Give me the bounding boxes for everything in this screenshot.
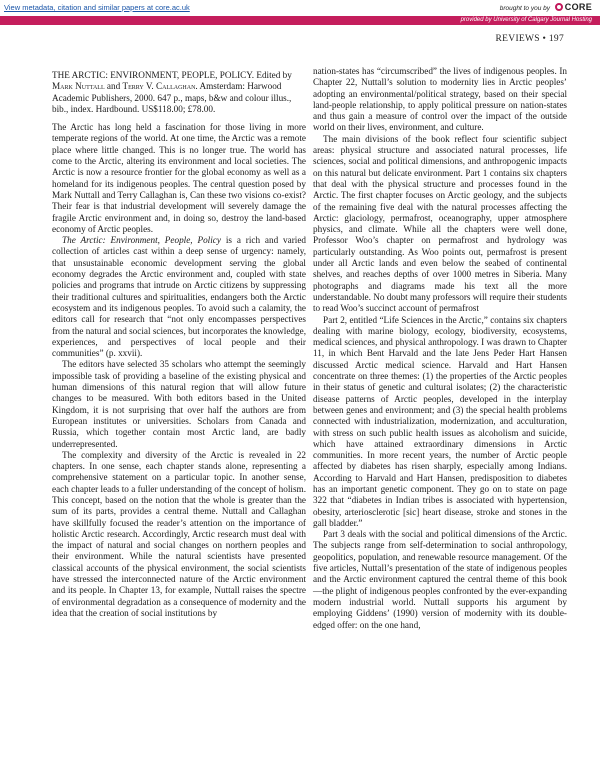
edited-by: Edited by: [256, 70, 292, 80]
book-title: THE ARCTIC: ENVIRONMENT, PEOPLE, POLICY.: [52, 70, 255, 80]
right-column: [313, 66, 567, 631]
left-paragraph-3: The editors have selected 35 scholars who attempt the seemingly impossible task of providing a baseline of the existing physical and human dimensions of this natural region that will allow future changes to be measured. With both editors based in the United Kingdom, it is not surprising that over half the authors are from European institutes or universities. Scholars from Canada and Russia, which together contain most Arctic land, are badly underrepresented.: [52, 359, 306, 449]
editor-and: and: [104, 81, 123, 92]
left-paragraph-2-text: is a rich and varied collection of articles cast within a deep sense of urgency: namely, that unsustainable economic development serving the global economy degrades the Arctic environment and, coupled with state policies and programs that intrude on Arctic citizens by suppressing their traditional cultures and spiritualities, endangers both the Arctic ecosystem and its indigenous peoples. To avoid such a calamity, the editors call for research that “not only encompasses perspectives from the natural and social sciences, but incorporates the knowledge, experiences, and perspectives of local people and their communities” (p. xxvii).: [52, 235, 307, 359]
editor-callaghan: Terry V. Callaghan: [122, 81, 196, 92]
core-logo-text: CORE: [564, 2, 592, 12]
provided-by-bar: [0, 16, 600, 25]
right-paragraph-2: The main divisions of the book reflect four scientific subject areas: physical structure and associated natural processes, life sciences, social and political dimensions, and anthropogenic impacts on this natural but delicate environment. Part 1 contains six chapters that deal with the physical structure and processes found in the Arctic. The first chapter focuses on Arctic geology, and the subjects of the remaining five deal with the natural processes affecting the Arctic: glaciology, permafrost, oceanography, upper atmosphere physics, and climate. While all the chapters were well done, Professor Woo’s chapter on permafrost and hydrology was particularly outstanding. As Woo points out, permafrost is present under all Arctic lands and even below the seabed of continental shelves, and reaches depths of over 1000 metres in Siberia. Many photographs and diagrams made his text all the more understandable. No doubt many professors will require their students to read Woo’s succinct account of permafrost: [313, 133, 567, 314]
brought-to-you-label: brought to you by: [499, 5, 550, 12]
top-banner: [0, 0, 600, 26]
left-paragraph-4: The complexity and diversity of the Arctic is revealed in 22 chapters. In one sense, each chapter stands alone, representing a comprehensive statement on a particular topic. In another sense, each chapter leads to a fuller understanding of the concept of holism. This concept, based on the notion that the whole is greater than the sum of its parts, provides a central theme. Nuttall and Callaghan have skillfully focused the reader’s attention on the importance of holistic Arctic research. Accordingly, Arctic research must deal with the impact of natural and social changes on northern peoples and their environment. While the natural scientists have presented classical accounts of the physical environment, the social scientists have stressed the interconnected nature of the Arctic environment and its people. In Chapter 13, for example, Nuttall raises the spectre of environmental degradation as a consequence of modernity and the idea that the creation of social institutions by: [52, 449, 306, 618]
right-paragraph-4: Part 3 deals with the social and political dimensions of the Arctic. The subjects range from self-determination to social anthropology, geopolitics, population, and renewable resource management. Of the five articles, Nuttall’s presentation of the state of indigenous peoples and the Arctic environment captured the central theme of this book—the plight of indigenous peoples confronted by the ever-expanding modern industrial world. Nuttall supports his argument by employing Giddens’ (1990) version of modernity with its double-edged offer: on the one hand,: [313, 529, 567, 630]
book-title-italic: The Arctic: Environment, People, Policy: [62, 235, 221, 246]
right-paragraph-3: Part 2, entitled “Life Sciences in the Arctic,” contains six chapters dealing with marine biology, ecology, biodiversity, ecosystems, medical sciences, and physical anthropology. I was drawn to Chapter 11, in which Bent Harvald and the late Jens Peder Hart Hansen discussed Arctic medical science. Harvald and Hart Hansen concentrate on three themes: (1) the properties of the Arctic peoples in their status of genetic and cultural isolates; (2) the characteristic disease patterns of Arctic peoples, developed in the interplay between genes and environment; and (3) the special health problems connected with industrialization, modernization, and acculturation, with stress on such public health issues as alcoholism and suicide, which have attained extraordinary dimensions in Arctic communities. In more recent years, the number of Arctic people affected by diabetes has risen sharply, especially among Indians. According to Harvald and Hart Hansen, predisposition to diabetes has an important genetic component. They go on to state on page 322 that “diabetes in Indian tribes is associated with hypertension, obesity, arteriosclerotic [sic] heart disease, stroke and stones in the gall bladder.”: [313, 314, 567, 528]
core-logo-icon: [555, 3, 563, 11]
provided-by-text: provided by University of Calgary Journal Hosting: [460, 17, 592, 23]
publication-details: . Amsterdam: Harwood Academic Publishers, 2000. 647 p., maps, b&w and colour illus., bib., index. Hardbound. US$118.00; £78.00.: [52, 81, 292, 114]
core-logo[interactable]: [555, 2, 592, 12]
running-head: REVIEWS • 197: [495, 34, 564, 44]
left-paragraph-1: The Arctic has long held a fascination for those living in more temperate regions of the world. At one time, the Arctic was a remote place where little changed. This is no longer true. The world has come to the Arctic, altering its environment and local societies. The Arctic is now a resource frontier for the global economy as well as a homeland for its indigenous peoples. The central question posed by Mark Nuttall and Terry Callaghan is, Can these two visions co-exist? Their fear is that industrial development will severely damage the fragile Arctic environment and, in doing so, destroy the land-based economy of Arctic peoples.: [52, 122, 306, 234]
right-paragraph-1: nation-states has “circumscribed” the lives of indigenous peoples. In Chapter 22, Nuttall’s solution to modernity lies in Arctic peoples’ adopting an environmental/political strategy, based on their special land-people relationship, to apply political pressure on nation-states and thus gain a measure of control over the impact of the outside world on their lives, environment, and culture.: [313, 66, 567, 133]
view-metadata-link[interactable]: View metadata, citation and similar papers at core.ac.uk: [4, 3, 190, 12]
book-citation: [52, 70, 306, 115]
left-column: [52, 70, 306, 619]
editor-nuttall: Mark Nuttall: [52, 81, 105, 92]
left-paragraph-2: [52, 235, 306, 359]
